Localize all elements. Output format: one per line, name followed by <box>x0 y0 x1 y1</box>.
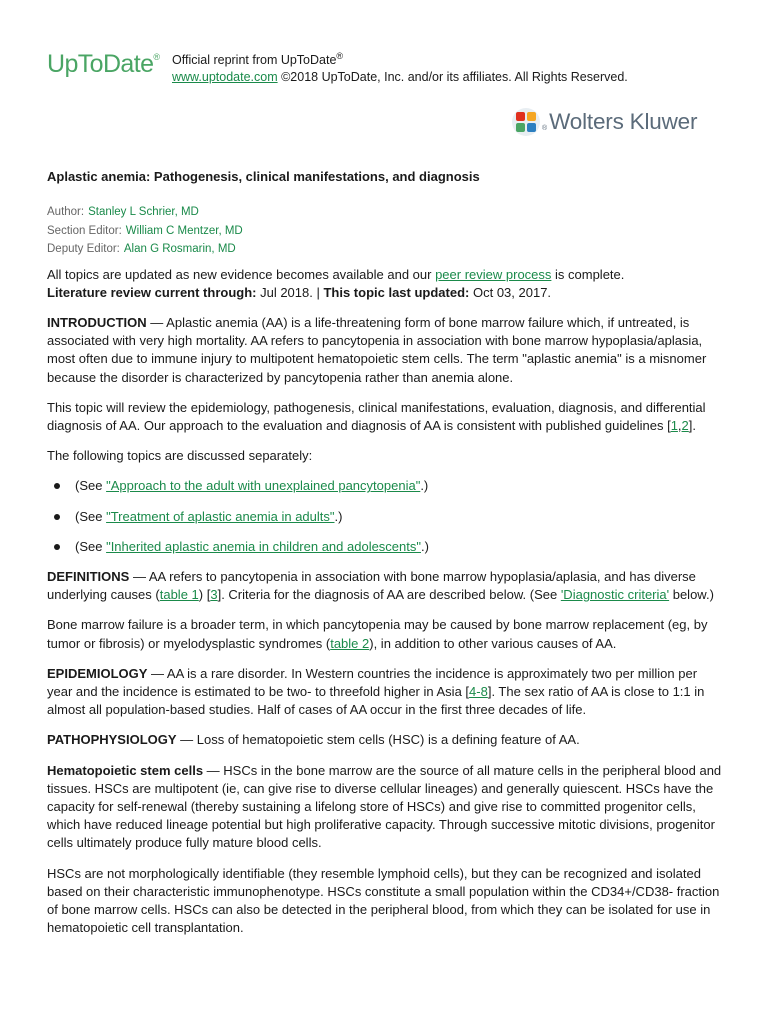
reference-link[interactable]: 4-8 <box>469 683 488 699</box>
table-2-link[interactable]: table 2 <box>330 635 370 651</box>
author-link[interactable]: Stanley L Schrier, MD <box>88 206 199 218</box>
epidemiology-heading: EPIDEMIOLOGY <box>47 665 148 681</box>
wk-reg: ® <box>542 125 548 132</box>
scope-end: ]. <box>688 417 697 433</box>
reference-link[interactable]: 3 <box>210 587 218 603</box>
epidemiology-text: — AA is a rare disorder. In Western countries the incidence is approximately two per million per year and the incidence is estimated to be two- to threefold higher in Asia [ <box>47 665 698 699</box>
introduction-text: — Aplastic anemia (AA) is a life-threatening form of bone marrow failure which, if untreated, is associated with very high mortality. AA refers to pancytopenia in association with bone marrow hypoplasia/aplasia, most often due to immune injury to multipotent hematopoietic stem cells. The term "aplastic anemia" is a misnomer because the disorder is characterized by pancytopenia rather than anemia alone. <box>47 314 707 385</box>
article-content <box>47 168 725 949</box>
section-editor-label: Section Editor: <box>47 224 122 237</box>
logo-text: UpToDate <box>47 50 154 78</box>
introduction-heading: INTRODUCTION <box>47 314 147 330</box>
section-editor-link[interactable]: William C Mentzer, MD <box>125 224 243 237</box>
epidemiology-text: ]. The sex ratio of AA is close to 1:1 in almost all population-based studies. Half of cases of AA occur in the first three decades of life. <box>47 683 705 718</box>
wolters-kluwer-logo <box>511 106 697 138</box>
diagnostic-criteria-link[interactable]: 'Diagnostic criteria' <box>560 587 670 603</box>
wolters-kluwer-mark-icon <box>511 107 541 137</box>
topic-link-inherited[interactable]: "Inherited aplastic anemia in children and adolescents" <box>106 538 421 554</box>
reprint-line: Official reprint from UpToDate <box>172 53 337 68</box>
see-suffix: .) <box>334 508 343 524</box>
ref-comma: , <box>677 417 682 433</box>
list-item <box>47 477 725 495</box>
header <box>47 46 768 86</box>
bmf-text: ), in addition to other various causes of AA. <box>369 635 617 651</box>
see-prefix: (See <box>75 508 107 524</box>
bullet-icon <box>54 514 60 520</box>
author-label: Author: <box>47 206 85 218</box>
peer-review-link[interactable]: peer review process <box>435 266 552 282</box>
topic-link-treatment[interactable]: "Treatment of aplastic anemia in adults" <box>106 508 335 524</box>
uptodate-site-link[interactable]: www.uptodate.com <box>172 70 278 85</box>
introduction-paragraph <box>47 314 725 387</box>
see-prefix: (See <box>75 478 107 494</box>
see-suffix: .) <box>420 478 429 494</box>
list-item <box>47 508 725 526</box>
see-suffix: .) <box>421 538 429 554</box>
epidemiology-paragraph <box>47 665 725 720</box>
hsc-heading: Hematopoietic stem cells <box>47 762 204 778</box>
review-status <box>47 266 725 302</box>
copyright-text: ©2018 UpToDate, Inc. and/or its affiliates. All Rights Reserved. <box>277 70 628 85</box>
wolters-kluwer-name: Wolters Kluwer <box>549 109 698 134</box>
pathophysiology-heading: PATHOPHYSIOLOGY <box>47 732 177 748</box>
review-updated-label: This topic last updated: <box>323 284 470 300</box>
article-title: Aplastic anemia: Pathogenesis, clinical manifestations, and diagnosis <box>47 169 480 184</box>
reference-link[interactable]: 1 <box>670 417 678 433</box>
bmf-text: Bone marrow failure is a broader term, in which pancytopenia may be caused by bone marrow replacement (eg, by tumor or fibrosis) or myelodysplastic syndromes ( <box>47 617 708 651</box>
definitions-text: — AA refers to pancytopenia in association with bone marrow hypoplasia/aplasia, and has diverse underlying causes ( <box>47 568 696 603</box>
pathophysiology-text: — Loss of hematopoietic stem cells (HSC) is a defining feature of AA. <box>176 732 580 748</box>
definitions-text: below.) <box>669 587 714 603</box>
pathophysiology-paragraph <box>47 731 725 749</box>
hsc-immunophenotype-paragraph: HSCs are not morphologically identifiable (they resemble lymphoid cells), but they can be recognized and isolated based on their characteristic immunophenotype. HSCs constitute a small population within the CD34+/CD38- fraction of bone marrow cells. HSCs can also be detected in the peripheral blood, from which they can be isolated for use in hematopoietic cell transplantation. <box>47 865 720 936</box>
see-prefix: (See <box>75 538 107 554</box>
reprint-reg: ® <box>336 51 344 61</box>
definitions-paragraph <box>47 568 725 604</box>
hsc-text: — HSCs in the bone marrow are the source of all mature cells in the peripheral blood and tissues. HSCs are multipotent (ie, can give rise to diverse cellular lineages) and generally quiescent. HSCs have the capacity for self-renewal (thereby sustaining a lifelong store of HSCs) and give rise to committed progenitor cells, which have reduced lineage potential but high proliferative capacity. Through successive mitotic divisions, progenitor cells ultimately produce fully mature blood cells. <box>47 762 722 851</box>
related-topics-list <box>47 477 725 556</box>
review-updated-value: Oct 03, 2017. <box>469 284 552 300</box>
topic-link-pancytopenia[interactable]: "Approach to the adult with unexplained pancytopenia" <box>106 478 421 494</box>
definitions-heading: DEFINITIONS <box>47 568 130 584</box>
table-1-link[interactable]: table 1 <box>159 587 199 603</box>
logo-reg: ® <box>153 52 160 62</box>
wk-tile-orange <box>527 112 536 121</box>
article-credits <box>47 203 725 259</box>
reprint-notice <box>172 48 628 86</box>
separately-intro: The following topics are discussed separately: <box>47 448 313 464</box>
bullet-icon <box>54 483 60 489</box>
hsc-paragraph <box>47 762 725 853</box>
deputy-editor-link[interactable]: Alan G Rosmarin, MD <box>123 243 236 255</box>
review-current-value: Jul 2018. | <box>256 284 324 300</box>
wk-tile-red <box>516 112 525 121</box>
wk-tile-green <box>516 123 525 132</box>
wk-tile-blue <box>527 123 536 132</box>
bone-marrow-failure-paragraph <box>47 616 725 652</box>
reference-link[interactable]: 2 <box>681 417 689 433</box>
bullet-icon <box>54 544 60 550</box>
scope-paragraph <box>47 399 725 435</box>
scope-text: This topic will review the epidemiology, pathogenesis, clinical manifestations, evaluation, diagnosis, and differential diagnosis of AA. Our approach to the evaluation and diagnosis of AA is consistent with published guidelines [ <box>47 399 706 433</box>
list-item <box>47 538 725 556</box>
review-intro: All topics are updated as new evidence becomes available and our <box>47 266 436 282</box>
review-outro: is complete. <box>551 266 625 282</box>
definitions-text: ) [ <box>198 587 211 603</box>
definitions-text: ]. Criteria for the diagnosis of AA are described below. (See <box>217 587 561 603</box>
review-current-label: Literature review current through: <box>47 284 257 300</box>
uptodate-logo <box>47 50 159 79</box>
deputy-editor-label: Deputy Editor: <box>47 243 120 255</box>
